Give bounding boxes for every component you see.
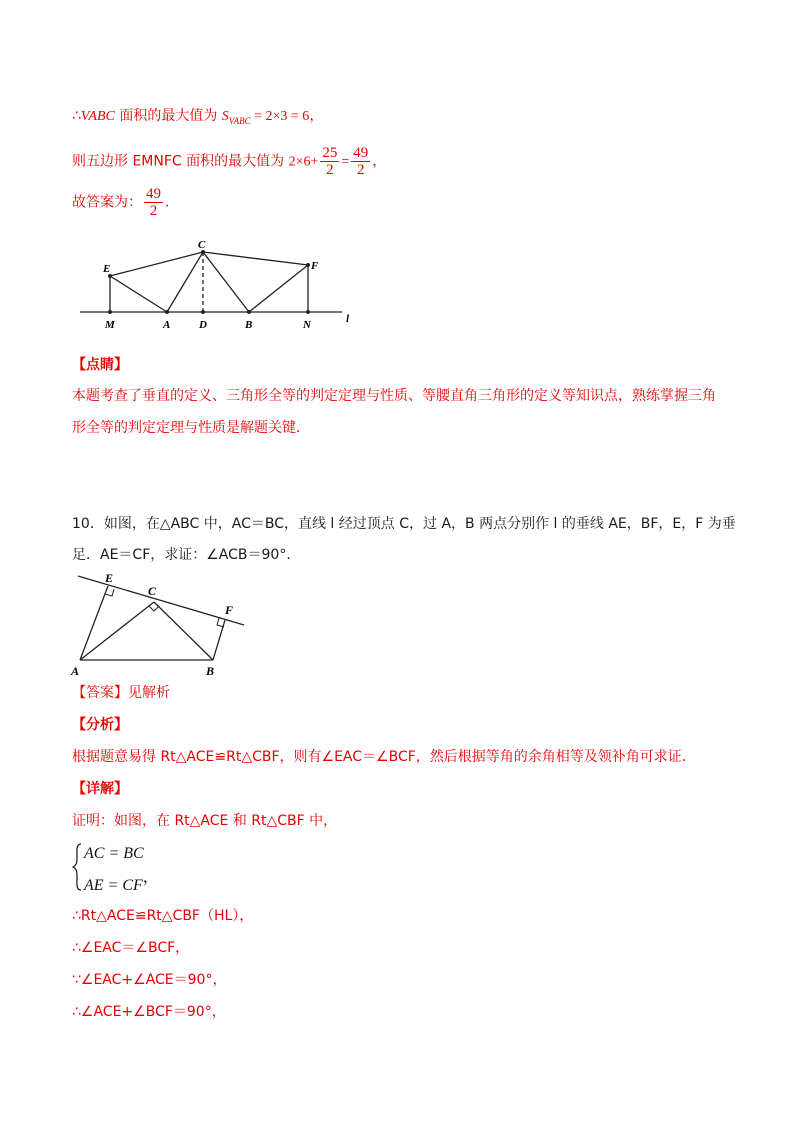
segment-cb	[154, 602, 213, 660]
answer-line: 【答案】见解析	[72, 685, 170, 701]
proof-step-4: ∴∠ACE+∠BCF＝90°，	[72, 1004, 226, 1020]
figure-right-angle-triangle	[68, 570, 253, 680]
detail-label: 【详解】	[72, 781, 128, 797]
equation-ae-cf-text: AE = CF	[84, 877, 143, 894]
point-m	[108, 310, 112, 314]
label-b: B	[206, 664, 215, 678]
label-c: C	[198, 239, 206, 251]
proof-step-2: ∴∠EAC＝∠BCF，	[72, 940, 190, 956]
label-d: D	[199, 319, 207, 331]
segment-bf	[249, 265, 308, 312]
proof-step-1: ∴Rt△ACE≌Rt△CBF（HL），	[72, 908, 254, 924]
line2-end: ，	[372, 153, 387, 170]
analysis-label: 【分析】	[72, 717, 128, 733]
label-f: F	[311, 260, 319, 272]
proof-step-3: ∵∠EAC+∠ACE＝90°，	[72, 972, 227, 988]
line1-end: ，	[309, 108, 324, 124]
line3-end: ．	[165, 194, 179, 211]
point-b	[247, 310, 251, 314]
segment-ea	[110, 276, 167, 312]
label-a: A	[163, 319, 171, 331]
label-c: C	[148, 584, 157, 598]
equation-end: ，	[142, 869, 159, 886]
question-10-line-1: 10．如图，在△ABC 中，AC＝BC，直线 l 经过顶点 C，过 A，B 两点分别作 l 的垂线 AE，BF，E，F 为垂	[72, 516, 736, 532]
fraction-49-2: $\frac{49}{2}$	[353, 145, 369, 178]
right-angle-c	[149, 606, 159, 611]
point-f	[306, 263, 310, 267]
line-answer-49-2	[72, 186, 179, 219]
line2-eq: =	[341, 154, 350, 170]
fraction-25-2: $\frac{25}{2}$	[322, 145, 338, 178]
triangle-name: VABC	[80, 109, 115, 124]
figure-pentagon-diagram	[70, 232, 370, 332]
line3-text: 故答案为：	[72, 194, 142, 211]
answer-fraction: $\frac{49}{2}$	[146, 186, 161, 219]
proof-intro: 证明：如图，在 Rt△ACE 和 Rt△CBF 中，	[72, 813, 338, 829]
label-b: B	[245, 319, 253, 331]
equation-ae-cf	[84, 866, 159, 898]
left-brace-icon	[72, 842, 82, 892]
analysis-text: 根据题意易得 Rt△ACE≌Rt△CBF，则有∠EAC＝∠BCF，然后根据等角的余角相等及领补角可求证．	[72, 749, 696, 765]
dianjing-label: 【点睛】	[72, 357, 128, 373]
line-max-area-abc	[72, 106, 323, 131]
line2-text: 则五边形 EMNFC 面积的最大值为	[72, 153, 289, 170]
equation-lines	[84, 842, 159, 898]
label-m: M	[105, 319, 115, 331]
dianjing-text-1: 本题考查了垂直的定义、三角形全等的判定定理与性质、等腰直角三角形的定义等知识点，熟练掌握三角	[72, 388, 716, 404]
point-n	[306, 310, 310, 314]
segment-cf	[203, 252, 308, 265]
segment-ac	[167, 252, 203, 312]
segment-cb	[203, 252, 249, 312]
label-e: E	[105, 571, 114, 585]
segment-ec	[110, 252, 203, 276]
label-a: A	[71, 664, 80, 678]
equation-ac-bc: AC = BC	[84, 845, 144, 862]
area-subscript: VABC	[228, 116, 251, 126]
label-f: F	[225, 603, 234, 617]
point-a	[165, 310, 169, 314]
dianjing-text-2: 形全等的判定定理与性质是解题关键．	[72, 420, 310, 436]
line1-text: 面积的最大值为	[114, 108, 222, 124]
area-symbol: S	[221, 109, 229, 124]
label-l: l	[346, 313, 350, 325]
point-d	[201, 310, 205, 314]
line2-expr: 2×6+	[288, 154, 319, 170]
label-e: E	[103, 263, 111, 275]
line-max-area-pentagon	[72, 145, 386, 178]
label-n: N	[303, 319, 311, 331]
therefore-symbol: ∴	[72, 108, 81, 124]
line1-equation: = 2×3 = 6	[250, 109, 310, 124]
question-10-line-2: 足．AE＝CF，求证：∠ACB＝90°．	[72, 547, 301, 563]
